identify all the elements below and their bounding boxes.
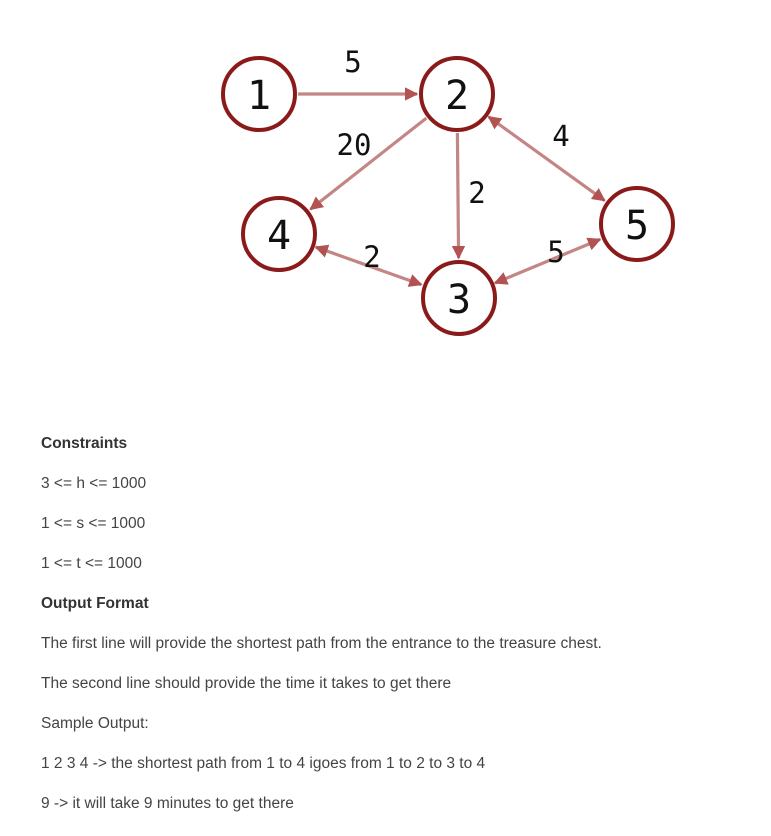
output-format-line-1: The first line will provide the shortest path from the entrance to the treasure chest.	[41, 635, 602, 652]
edge-weight-1-2: 5	[344, 45, 362, 79]
output-format-heading: Output Format	[41, 595, 149, 612]
node-label-3: 3	[446, 277, 472, 323]
graph-diagram	[0, 0, 771, 400]
problem-description	[41, 432, 741, 832]
constraint-t: 1 <= t <= 1000	[41, 555, 142, 572]
edge-weight-2-4: 20	[336, 128, 372, 162]
constraint-h: 3 <= h <= 1000	[41, 475, 147, 492]
nodes-layer	[223, 58, 673, 334]
node-label-1: 1	[246, 73, 272, 119]
sample-output-line-1: 1 2 3 4 -> the shortest path from 1 to 4 igoes from 1 to 2 to 3 to 4	[41, 755, 486, 772]
edge-weight-3-5: 5	[547, 235, 565, 269]
node-label-5: 5	[624, 203, 650, 249]
edge-2-5	[489, 117, 605, 201]
edge-weight-2-3: 2	[468, 176, 486, 210]
node-label-2: 2	[444, 73, 470, 119]
output-format-line-2: The second line should provide the time it takes to get there	[41, 675, 452, 692]
edge-weight-4-3: 2	[363, 240, 381, 274]
node-label-4: 4	[266, 213, 292, 259]
sample-output-line-2: 9 -> it will take 9 minutes to get there	[41, 795, 294, 812]
edge-weight-2-5: 4	[552, 119, 570, 153]
constraints-heading: Constraints	[41, 435, 128, 452]
edge-2-3	[457, 133, 458, 258]
constraint-s: 1 <= s <= 1000	[41, 515, 146, 532]
sample-output-label: Sample Output:	[41, 715, 149, 732]
